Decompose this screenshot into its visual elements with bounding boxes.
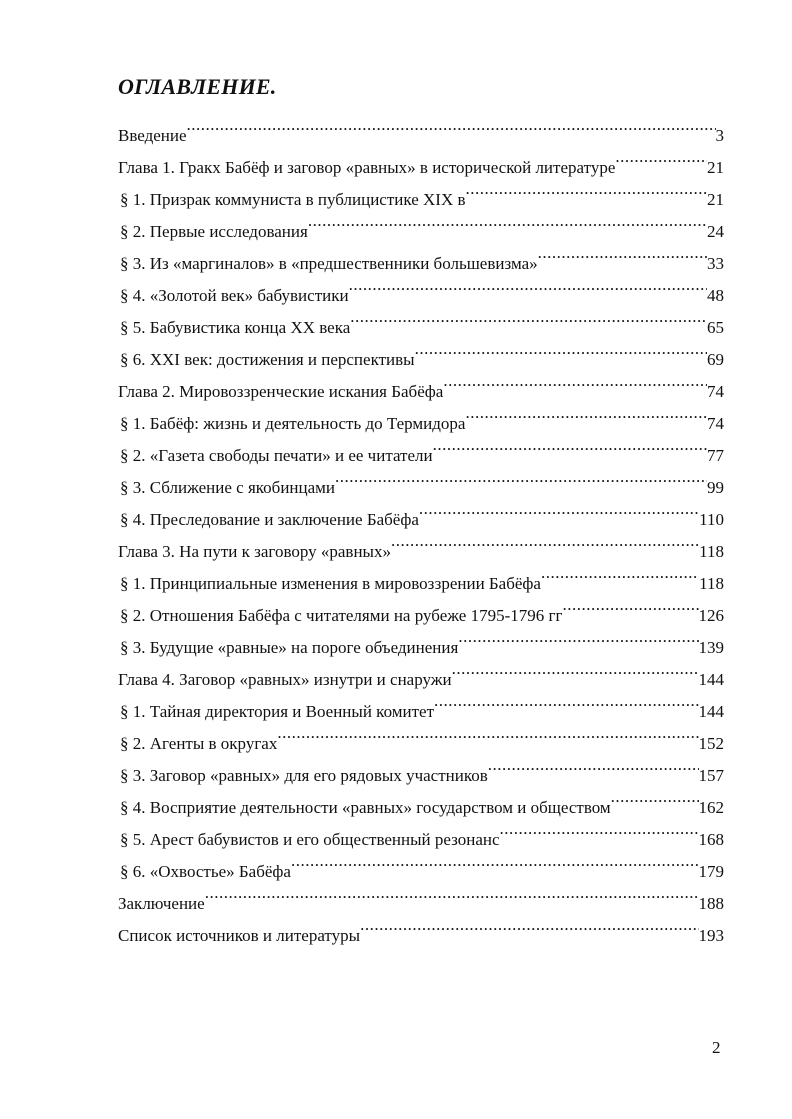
toc-entry-page: 139 <box>698 638 724 657</box>
toc-entry-page: 118 <box>699 574 724 593</box>
toc-entry-title: § 3. Из «маргиналов» в «предшественники большевизма» <box>120 254 538 273</box>
dot-leader <box>458 621 698 653</box>
dot-leader <box>433 429 707 461</box>
dot-leader <box>360 909 698 941</box>
toc-entry <box>118 109 724 145</box>
toc-entry-page: 168 <box>698 830 724 849</box>
dot-leader <box>562 589 698 621</box>
table-of-contents <box>118 109 724 945</box>
dot-leader <box>419 493 699 525</box>
toc-entry-page: 69 <box>707 350 724 369</box>
dot-leader <box>391 525 699 557</box>
toc-entry-title: § 4. Преследование и заключение Бабёфа <box>120 510 419 529</box>
toc-entry-page: 110 <box>699 510 724 529</box>
toc-entry-title: § 3. Сближение с якобинцами <box>120 478 336 497</box>
dot-leader <box>538 237 707 269</box>
toc-entry-title: § 4. «Золотой век» бабувистики <box>120 286 349 305</box>
toc-entry-page: 157 <box>698 766 724 785</box>
toc-entry-page: 65 <box>707 318 724 337</box>
toc-entry <box>118 909 724 945</box>
dot-leader <box>615 141 707 173</box>
toc-entry-page: 188 <box>698 894 724 913</box>
page-number: 2 <box>712 1038 721 1057</box>
toc-entry-title: Глава 2. Мировоззренческие искания Бабёфа <box>118 382 444 401</box>
toc-entry-page: 99 <box>707 478 724 497</box>
toc-entry <box>118 141 724 177</box>
toc-entry-page: 152 <box>698 734 724 753</box>
dot-leader <box>335 461 707 493</box>
toc-entry-page: 21 <box>707 158 724 177</box>
dot-leader <box>443 365 707 397</box>
dot-leader <box>415 333 707 365</box>
toc-entry-title: Глава 4. Заговор «равных» изнутри и снаружи <box>118 670 452 689</box>
toc-entry-page: 144 <box>698 702 724 721</box>
toc-entry-title: § 3. Будущие «равные» на пороге объединения <box>120 638 459 657</box>
toc-entry-title: Введение <box>118 126 187 145</box>
toc-entry-page: 74 <box>707 414 724 433</box>
dot-leader <box>277 717 698 749</box>
toc-entry-title: § 5. Арест бабувистов и его общественный резонанс <box>120 830 500 849</box>
toc-entry-page: 193 <box>698 926 724 945</box>
toc-entry-title: § 5. Бабувистика конца XX века <box>120 318 351 337</box>
dot-leader <box>187 109 716 141</box>
toc-entry-page: 48 <box>707 286 724 305</box>
dot-leader <box>465 397 707 429</box>
toc-entry-title: § 1. Призрак коммуниста в публицистике XIX в <box>120 190 466 209</box>
toc-entry-title: § 1. Бабёф: жизнь и деятельность до Термидора <box>120 414 466 433</box>
dot-leader <box>205 877 699 909</box>
toc-entry-title: § 2. Первые исследования <box>120 222 308 241</box>
toc-entry-title: § 6. XXI век: достижения и перспективы <box>120 350 415 369</box>
dot-leader <box>350 301 707 333</box>
toc-entry-title: § 3. Заговор «равных» для его рядовых участников <box>120 766 488 785</box>
dot-leader <box>452 653 699 685</box>
toc-entry-page: 162 <box>698 798 724 817</box>
dot-leader <box>500 813 699 845</box>
toc-entry-title: § 2. «Газета свободы печати» и ее читатели <box>120 446 433 465</box>
toc-entry-page: 3 <box>715 126 724 145</box>
dot-leader <box>291 845 699 877</box>
toc-entry-title: § 1. Тайная директория и Военный комитет <box>120 702 435 721</box>
toc-entry-title: § 4. Восприятие деятельности «равных» государством и обществом <box>120 798 611 817</box>
toc-entry-title: § 1. Принципиальные изменения в мировоззрении Бабёфа <box>120 574 541 593</box>
toc-entry-title: Глава 1. Гракх Бабёф и заговор «равных» в исторической литературе <box>118 158 616 177</box>
toc-entry-page: 33 <box>707 254 724 273</box>
toc-entry-title: § 6. «Охвостье» Бабёфа <box>120 862 291 881</box>
toc-entry-page: 77 <box>707 446 724 465</box>
dot-leader <box>349 269 707 301</box>
dot-leader <box>611 781 699 813</box>
toc-entry-page: 24 <box>707 222 724 241</box>
toc-entry-page: 118 <box>699 542 724 561</box>
dot-leader <box>488 749 699 781</box>
dot-leader <box>308 205 707 237</box>
dot-leader <box>434 685 698 717</box>
toc-entry-title: Глава 3. На пути к заговору «равных» <box>118 542 391 561</box>
toc-entry-title: Список источников и литературы <box>118 926 361 945</box>
toc-entry <box>118 877 724 913</box>
toc-entry-title: § 2. Отношения Бабёфа с читателями на рубеже 1795-1796 гг <box>120 606 563 625</box>
dot-leader <box>541 557 699 589</box>
toc-entry-title: Заключение <box>118 894 205 913</box>
toc-entry-page: 144 <box>698 670 724 689</box>
toc-entry-title: § 2. Агенты в округах <box>120 734 278 753</box>
toc-heading: ОГЛАВЛЕНИЕ. <box>118 74 277 99</box>
toc-entry-page: 179 <box>698 862 724 881</box>
dot-leader <box>466 173 707 205</box>
toc-entry-page: 74 <box>707 382 724 401</box>
toc-entry-page: 21 <box>707 190 724 209</box>
toc-entry-page: 126 <box>698 606 724 625</box>
